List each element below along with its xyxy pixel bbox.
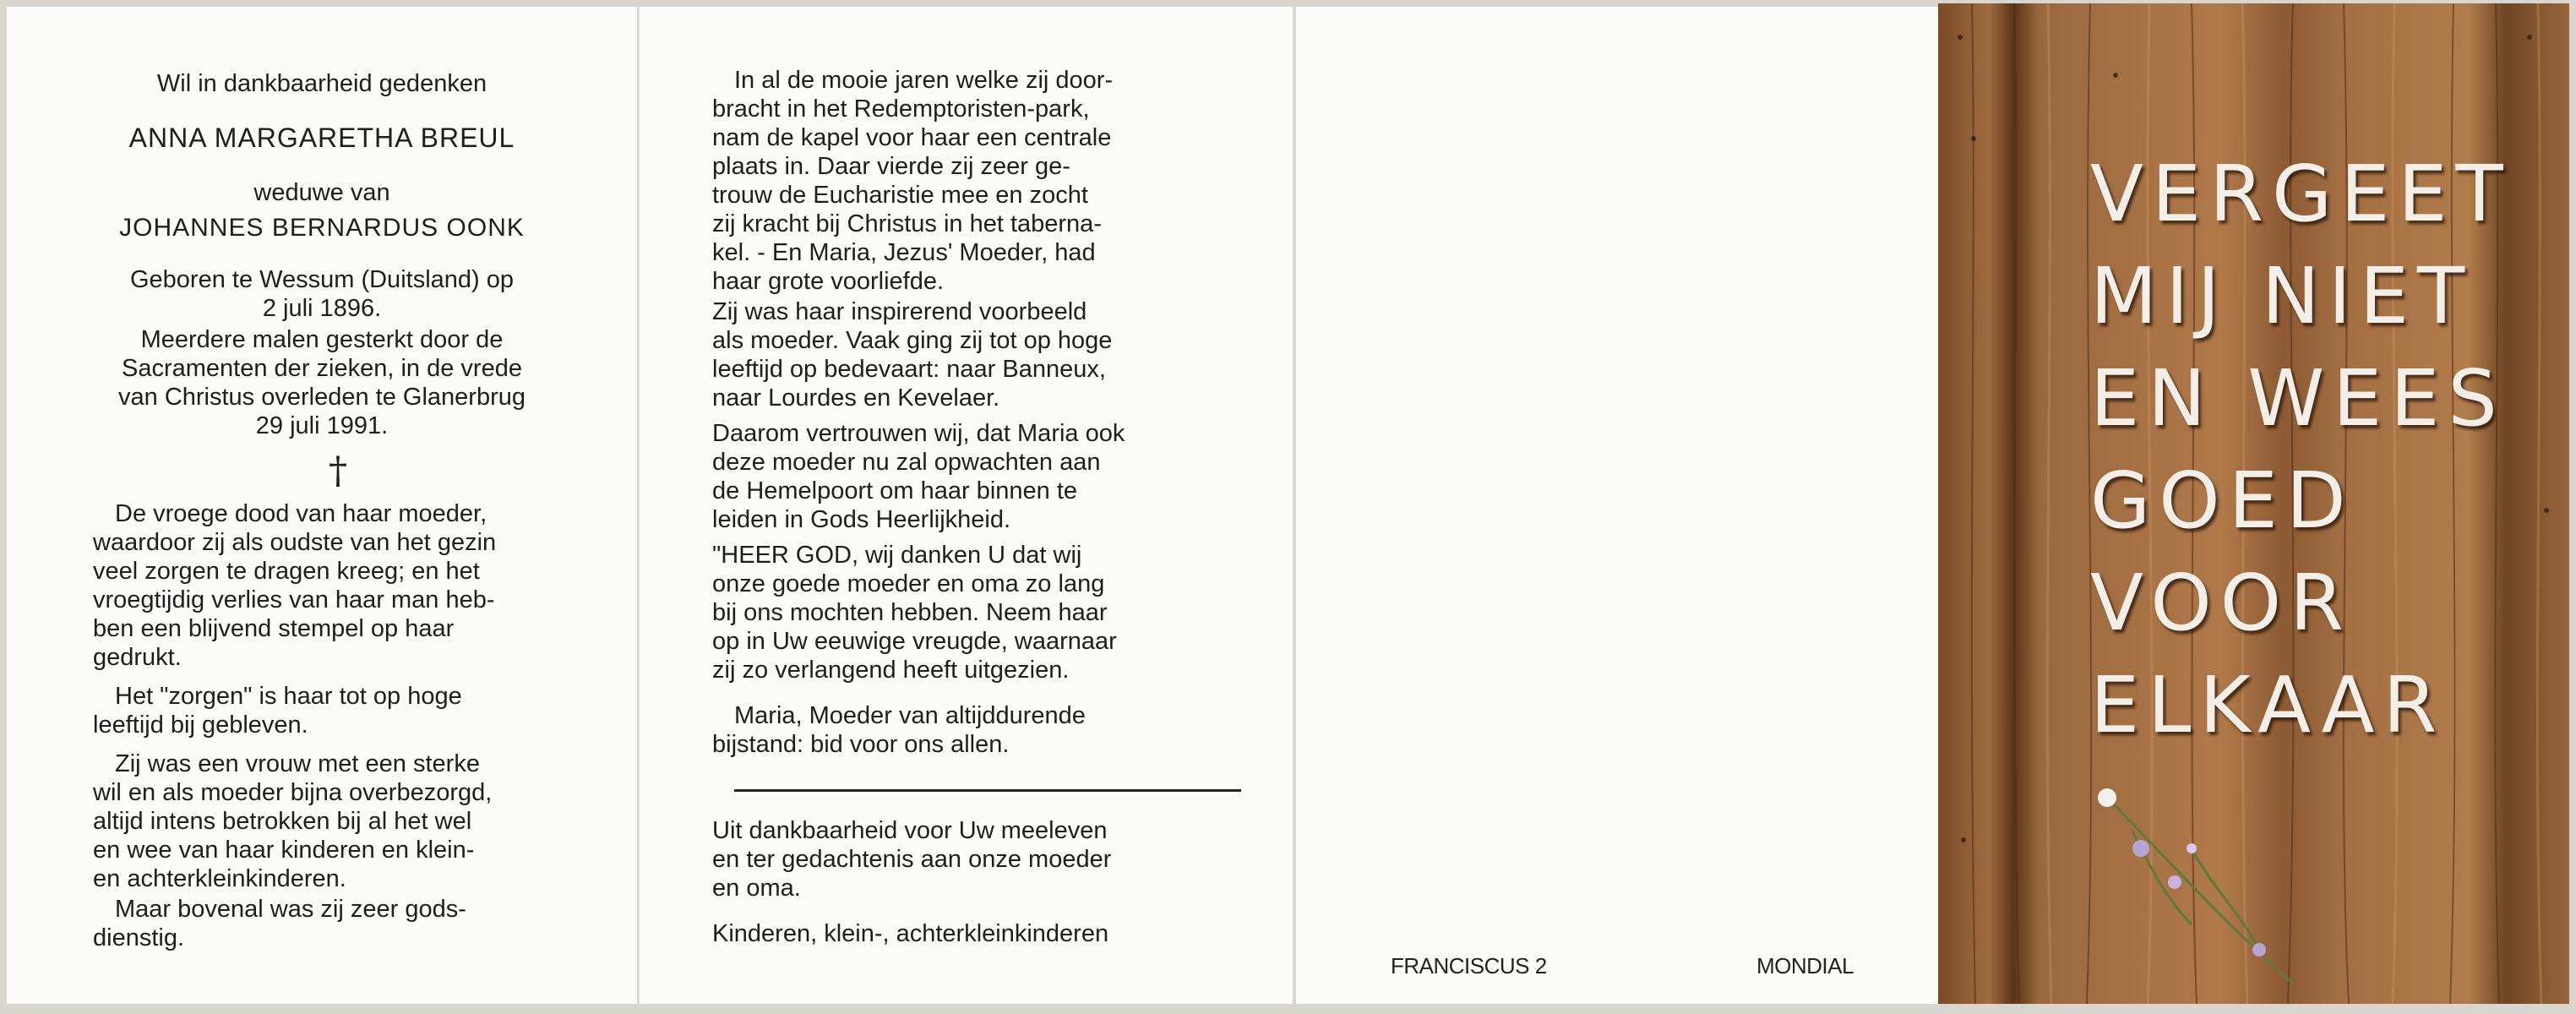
slogan-line: ELKAAR	[2090, 660, 2446, 750]
paragraph-line: ben een blijvend stempel op haar	[93, 615, 455, 642]
paragraph-line: waardoor zij als oudste van het gezin	[93, 529, 497, 556]
family-signature: Kinderen, klein-, achterkleinkinderen	[712, 920, 1109, 947]
paragraph-line: Daarom vertrouwen wij, dat Maria ook	[712, 420, 1125, 447]
birth-date: 2 juli 1896.	[262, 295, 382, 322]
right-inner-panel	[639, 7, 1293, 1004]
slogan-line: GOED	[2090, 455, 2355, 546]
paragraph-line: gedrukt.	[93, 644, 182, 671]
prayer-line: bijstand: bid voor ons allen.	[712, 731, 1010, 758]
slogan-line: EN WEES	[2090, 353, 2506, 444]
thanks-line: en ter gedachtenis aan onze moeder	[712, 846, 1112, 873]
paragraph-line: plaats in. Daar vierde zij zeer ge-	[712, 153, 1070, 180]
paragraph-line: leeftijd bij gebleven.	[93, 711, 308, 739]
series-label: FRANCISCUS 2	[1391, 953, 1547, 979]
paragraph-line: en wee van haar kinderen en klein-	[93, 837, 475, 864]
death-line: Sacramenten der zieken, in de vrede	[122, 355, 522, 382]
paragraph-line: Zij was haar inspirerend voorbeeld	[712, 298, 1087, 325]
thanks-line: en oma.	[712, 875, 801, 902]
paragraph-line: trouw de Eucharistie mee en zocht	[712, 182, 1088, 209]
death-line: Meerdere malen gesterkt door de	[140, 326, 504, 353]
paragraph-line: In al de mooie jaren welke zij door-	[734, 67, 1114, 94]
prayer-line: Maria, Moeder van altijddurende	[734, 702, 1086, 729]
cover-slogan	[2090, 143, 2512, 756]
prayer-line: "HEER GOD, wij danken U dat wij	[712, 542, 1082, 569]
death-date: 29 juli 1991.	[255, 412, 389, 439]
prayer-line: onze goede moeder en oma zo lang	[712, 570, 1105, 597]
slogan-line: VOOR	[2090, 558, 2353, 648]
paragraph-line: naar Lourdes en Kevelaer.	[712, 384, 1000, 412]
paragraph-line: bracht in het Redemptoristen-park,	[712, 95, 1090, 123]
intro-line: Wil in dankbaarheid gedenken	[156, 70, 487, 97]
paragraph-line: en achterkleinkinderen.	[93, 865, 346, 892]
slogan-line: MIJ NIET	[2090, 251, 2474, 341]
left-inner-panel	[7, 7, 637, 1004]
publisher-label: MONDIAL	[1756, 953, 1854, 979]
back-panel	[1296, 7, 1938, 1004]
prayer-line: op in Uw eeuwige vreugde, waarnaar	[712, 628, 1117, 655]
deceased-name: ANNA MARGARETHA BREUL	[128, 123, 515, 153]
paragraph-line: Zij was een vrouw met een sterke	[115, 750, 480, 777]
front-cover-photo	[1938, 3, 2569, 1004]
paragraph-line: haar grote voorliefde.	[712, 268, 945, 295]
cross-symbol: †	[329, 450, 347, 493]
paragraph-line: de Hemelpoort om haar binnen te	[712, 477, 1078, 504]
section-divider	[734, 789, 1241, 792]
paragraph-line: deze moeder nu zal opwachten aan	[712, 449, 1101, 476]
widow-of-label: weduwe van	[253, 179, 390, 206]
paragraph-line: Maar bovenal was zij zeer gods-	[115, 896, 466, 923]
prayer-line: zij zo verlangend heeft uitgezien.	[712, 657, 1070, 684]
husband-name: JOHANNES BERNARDUS OONK	[119, 214, 525, 242]
prayer-line: bij ons mochten hebben. Neem haar	[712, 599, 1108, 626]
paragraph-line: Het "zorgen" is haar tot op hoge	[115, 683, 462, 710]
paragraph-line: kel. - En Maria, Jezus' Moeder, had	[712, 239, 1096, 266]
paragraph-line: vroegtijdig verlies van haar man heb-	[93, 586, 495, 613]
paragraph-line: veel zorgen te dragen kreeg; en het	[93, 558, 480, 585]
paragraph-line: als moeder. Vaak ging zij tot op hoge	[712, 327, 1113, 354]
paragraph-line: nam de kapel voor haar een centrale	[712, 124, 1112, 151]
slogan-line: VERGEET	[2090, 149, 2512, 239]
death-line: van Christus overleden te Glanerbrug	[118, 384, 526, 411]
paragraph-line: leeftijd op bedevaart: naar Banneux,	[712, 356, 1106, 383]
thanks-line: Uit dankbaarheid voor Uw meeleven	[712, 817, 1108, 844]
paragraph-line: zij kracht bij Christus in het taberna-	[712, 210, 1102, 237]
paragraph-line: De vroege dood van haar moeder,	[115, 500, 487, 527]
paragraph-line: dienstig.	[93, 924, 185, 951]
birth-line: Geboren te Wessum (Duitsland) op	[129, 266, 514, 293]
paragraph-line: altijd intens betrokken bij al het wel	[93, 808, 472, 835]
paragraph-line: wil en als moeder bijna overbezorgd,	[93, 779, 493, 806]
paragraph-line: leiden in Gods Heerlijkheid.	[712, 506, 1011, 533]
